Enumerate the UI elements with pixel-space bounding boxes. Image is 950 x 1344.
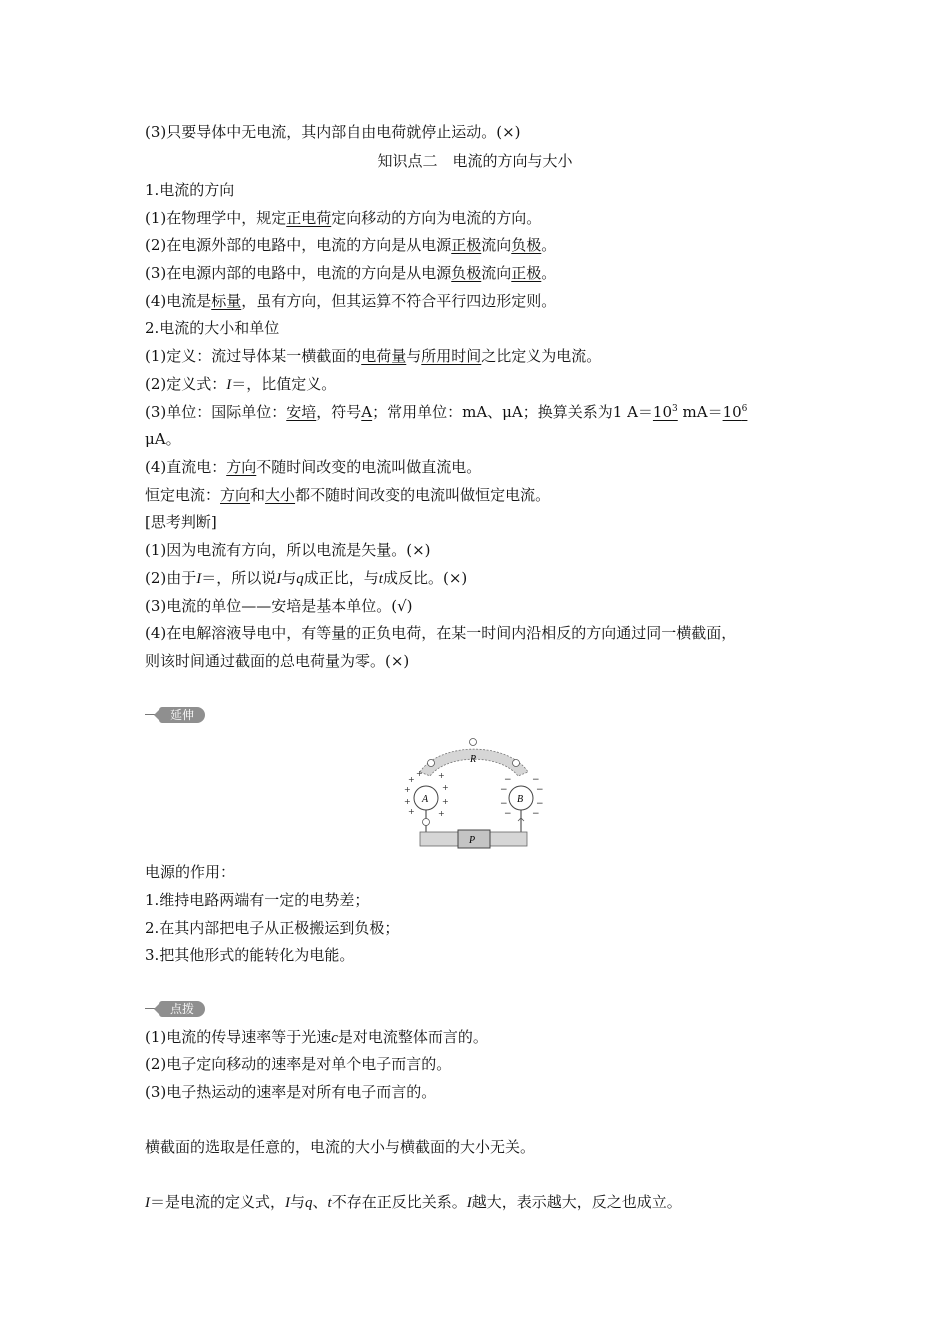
text: 。 [541,264,557,282]
symbol-t: t [378,571,383,587]
text: (1)在物理学中，规定 [145,209,287,227]
exponent: 3 [672,404,678,414]
svg-text:−: − [500,799,508,809]
text: (1)定义：流过导体某一横截面的 [145,347,362,365]
svg-text:−: − [504,775,512,785]
text: 成正比，与 [303,569,379,587]
magnitude-item-4 [145,457,481,477]
direction-item-3 [145,263,556,283]
power-source-diagram [400,730,550,852]
blank-answer: 安培 [286,403,317,421]
magnitude-item-2 [145,374,336,395]
arrow-up-icon [518,818,524,828]
blank-answer: 方向 [226,458,257,476]
extend-item-2: 2.在其内部把电子从正极搬运到负极； [145,919,400,937]
text: (2)定义式： [145,375,227,393]
blank-answer [653,403,678,421]
svg-text:−: − [504,809,512,819]
symbol-I: I [226,377,232,393]
judge-3: (3)电流的单位——安培是基本单位。(√) [145,597,413,615]
electron-icon [428,760,435,767]
subsection-direction: 1.电流的方向 [145,181,235,199]
svg-text:−: − [532,809,540,819]
text: ＝，比值定义。 [231,375,337,393]
text: ；常用单位：mA、μA；换算关系为1 A＝ [372,403,653,421]
extend-item-1: 1.维持电路两端有一定的电势差； [145,891,370,909]
text: 不随时间改变的电流叫做直流电。 [256,458,482,476]
text: (4)直流电： [145,458,227,476]
symbol-I: I [196,571,202,587]
svg-text:+: + [404,785,411,794]
svg-text:+: + [442,783,449,792]
text: (4)电流是 [145,292,212,310]
blank-answer: 负极 [451,264,482,282]
direction-item-1 [145,208,541,228]
direction-item-2 [145,235,556,255]
symbol-q: q [296,571,304,587]
subsection-magnitude: 2.电流的大小和单位 [145,319,280,337]
electron-icon [423,819,430,826]
symbol-c: c [331,1030,338,1046]
text: (1)电流的传导速率等于光速 [145,1028,332,1046]
tip-item-1 [145,1027,488,1048]
symbol-q: q [305,1195,313,1211]
symbol-I: I [145,1195,150,1211]
text: 与 [290,1193,306,1211]
blank-answer: 负极 [511,236,542,254]
judge-2 [145,568,467,589]
blank-answer: 方向 [220,486,251,504]
blank-answer: 正极 [451,236,482,254]
electron-icon [470,739,477,746]
text: 都不随时间改变的电流叫做恒定电流。 [295,486,551,504]
tag-label: 点拨 [159,1001,205,1017]
blank-answer: 标量 [211,292,242,310]
svg-text:−: − [532,775,540,785]
text: ＝，所以说 [201,569,277,587]
symbol-I: I [276,571,282,587]
text: 越大，表示越大，反之也成立。 [471,1193,682,1211]
symbol-I: I [466,1195,472,1211]
text: ，符号 [316,403,362,421]
blank-answer: 电荷量 [361,347,407,365]
extend-tag [145,707,207,723]
tip-tag [145,1001,207,1017]
statement-3: (3)只要导体中无电流，其内部自由电荷就停止运动。(×) [145,123,521,141]
tip-item-2: (2)电子定向移动的速率是对单个电子而言的。 [145,1055,452,1073]
electron-icon [513,760,520,767]
note-definition [145,1192,682,1213]
tag-label: 延伸 [159,707,205,723]
exponent: 6 [741,404,748,414]
blank-answer: 正极 [511,264,542,282]
judge-1: (1)因为电流有方向，所以电流是矢量。(×) [145,541,431,559]
svg-text:−: − [536,785,544,795]
extend-title: 电源的作用： [145,863,236,881]
text: 和 [250,486,266,504]
text: 流向 [481,264,512,282]
text: mA＝ [677,403,723,421]
blank-answer: 所用时间 [421,347,482,365]
extend-item-3: 3.把其他形式的能转化为电能。 [145,946,355,964]
label-A: A [422,794,429,805]
svg-text:+: + [416,769,423,778]
text: (2)由于 [145,569,197,587]
text: 恒定电流： [145,486,221,504]
magnitude-item-3 [145,402,747,422]
svg-text:+: + [442,797,449,806]
text: 之比定义为电流。 [481,347,602,365]
svg-text:+: + [438,771,445,780]
text: 是对电流整体而言的。 [337,1028,488,1046]
text: (2)在电源外部的电路中，电流的方向是从电源 [145,236,452,254]
text: 定向移动的方向为电流的方向。 [331,209,542,227]
svg-text:+: + [404,797,411,806]
text: 10 [722,403,742,421]
label-R: R [470,754,477,765]
steady-current [145,485,550,505]
text: (3)单位：国际单位： [145,403,287,421]
text: (3)在电源内部的电路中，电流的方向是从电源 [145,264,452,282]
magnitude-item-1 [145,346,601,366]
symbol-t: t [327,1195,332,1211]
judge-4-cont: 则该时间通过截面的总电荷量为零。(×) [145,652,410,670]
svg-text:+: + [408,775,415,784]
blank-answer: 大小 [265,486,296,504]
blank-answer: A [361,403,373,421]
text: 不存在正反比关系。 [331,1193,467,1211]
section-heading: 知识点二 电流的方向与大小 [377,152,573,170]
text: ，虽有方向，但其运算不符合平行四边形定则。 [241,292,557,310]
text: 与 [406,347,422,365]
blank-answer [723,403,748,421]
svg-text:+: + [408,807,415,816]
label-B: B [517,794,524,805]
svg-text:−: − [536,799,544,809]
magnitude-item-3-cont: μA。 [145,430,181,448]
text: 。 [541,236,557,254]
symbol-I: I [285,1195,291,1211]
text: 、 [312,1193,328,1211]
svg-text:−: − [500,785,508,795]
svg-text:+: + [438,809,445,818]
judge-4: (4)在电解溶液导电中，有等量的正负电荷，在某一时间内沿相反的方向通过同一横截面， [145,624,737,642]
text: 10 [652,403,673,421]
text: ＝是电流的定义式， [150,1193,286,1211]
tip-item-3: (3)电子热运动的速率是对所有电子而言的。 [145,1083,437,1101]
direction-item-4 [145,291,556,311]
text: 流向 [481,236,512,254]
text: 与 [281,569,297,587]
think-judge-title: [思考判断] [145,513,217,531]
blank-answer: 正电荷 [286,209,332,227]
note-cross-section: 横截面的选取是任意的，电流的大小与横截面的大小无关。 [145,1138,536,1156]
text: 成反比。(×) [382,569,468,587]
label-P: P [469,835,476,846]
